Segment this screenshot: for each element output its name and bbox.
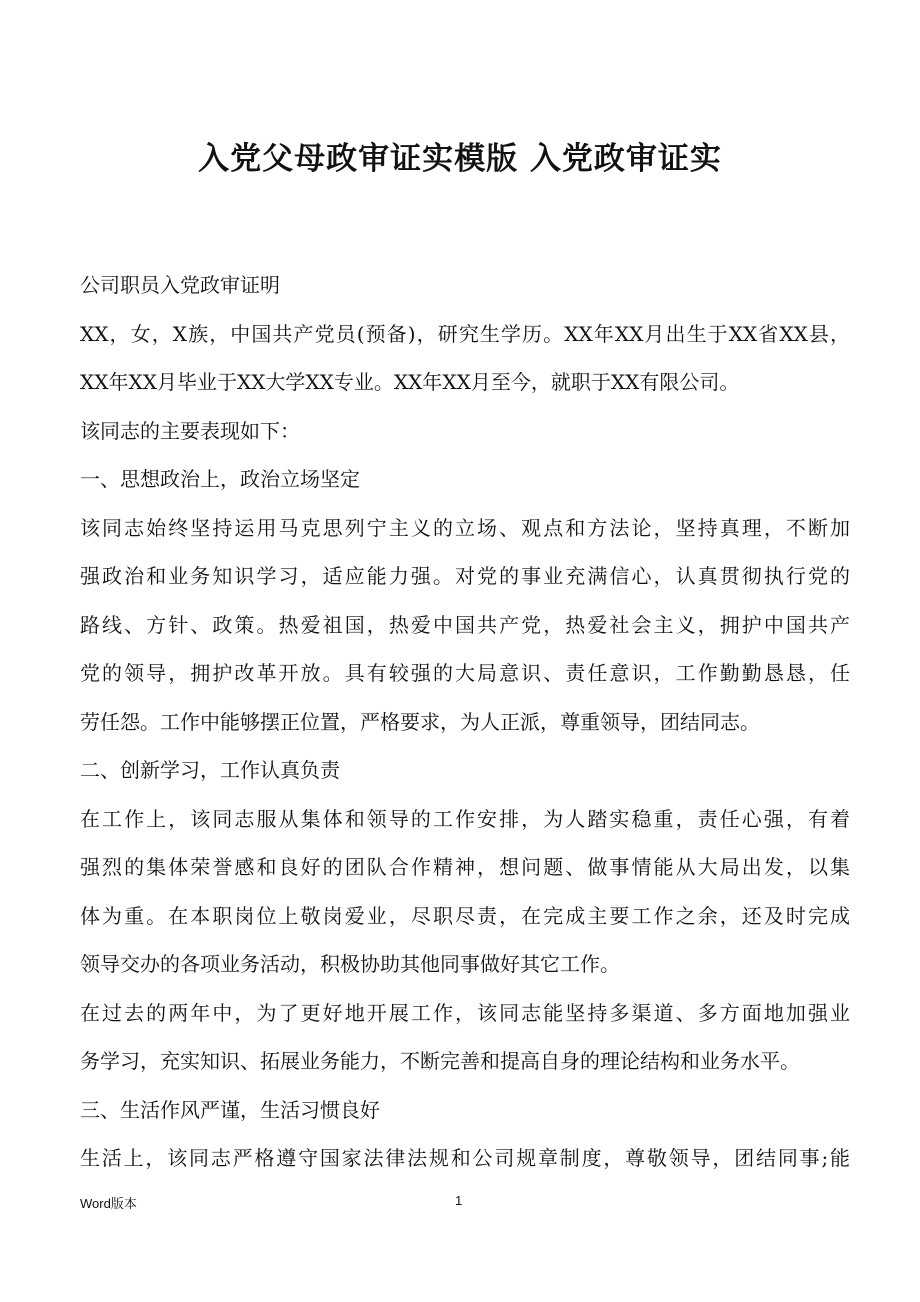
- body-line: 劳任怨。工作中能够摆正位置，严格要求，为人正派，尊重领导，团结同志。: [80, 709, 760, 734]
- footer-page-number: 1: [455, 1193, 463, 1208]
- body-line: 生活上，该同志严格遵守国家法律法规和公司规章制度，尊敬领导，团结同事;能: [80, 1146, 850, 1170]
- section-heading: 一、思想政治上，政治立场坚定: [80, 467, 360, 491]
- section-heading: 二、创新学习，工作认真负责: [80, 758, 340, 782]
- body-line: 强烈的集体荣誉感和良好的团队合作精神，想问题、做事情能从大局出发，以集: [80, 855, 850, 879]
- body-line: XX年XX月毕业于XX大学XX专业。XX年XX月至今，就职于XX有限公司。: [80, 370, 740, 394]
- body-line: 党的领导，拥护改革开放。具有较强的大局意识、责任意识，工作勤勤恳恳，任: [80, 661, 850, 685]
- section-heading: 三、生活作风严谨，生活习惯良好: [80, 1097, 380, 1122]
- body-line: 领导交办的各项业务活动，积极协助其他同事做好其它工作。: [80, 952, 620, 976]
- footer-version-label: Word版本: [80, 1196, 137, 1211]
- body-line: 务学习，充实知识、拓展业务能力，不断完善和提高自身的理论结构和业务水平。: [80, 1049, 800, 1073]
- body-line: 在过去的两年中，为了更好地开展工作，该同志能坚持多渠道、多方面地加强业: [80, 1000, 850, 1025]
- body-line: 强政治和业务知识学习，适应能力强。对党的事业充满信心，认真贯彻执行党的: [80, 564, 850, 588]
- document-body: [80, 267, 850, 1189]
- body-line: 该同志的主要表现如下：: [80, 418, 300, 443]
- body-line: 在工作上，该同志服从集体和领导的工作安排，为人踏实稳重，责任心强，有着: [80, 806, 850, 831]
- body-line: 体为重。在本职岗位上敬岗爱业，尽职尽责，在完成主要工作之余，还及时完成: [80, 903, 850, 928]
- body-line: 该同志始终坚持运用马克思列宁主义的立场、观点和方法论，坚持真理，不断加: [80, 515, 850, 540]
- body-line: XX，女，X族，中国共产党员(预备)，研究生学历。XX年XX月出生于XX省XX县，: [80, 321, 850, 346]
- body-line: 路线、方针、政策。热爱祖国，热爱中国共产党，热爱社会主义，拥护中国共产: [80, 612, 850, 637]
- document-title: 入党父母政审证实模版 入党政审证实: [198, 141, 722, 177]
- paragraph-heading-certificate: 公司职员入党政审证明: [80, 273, 280, 297]
